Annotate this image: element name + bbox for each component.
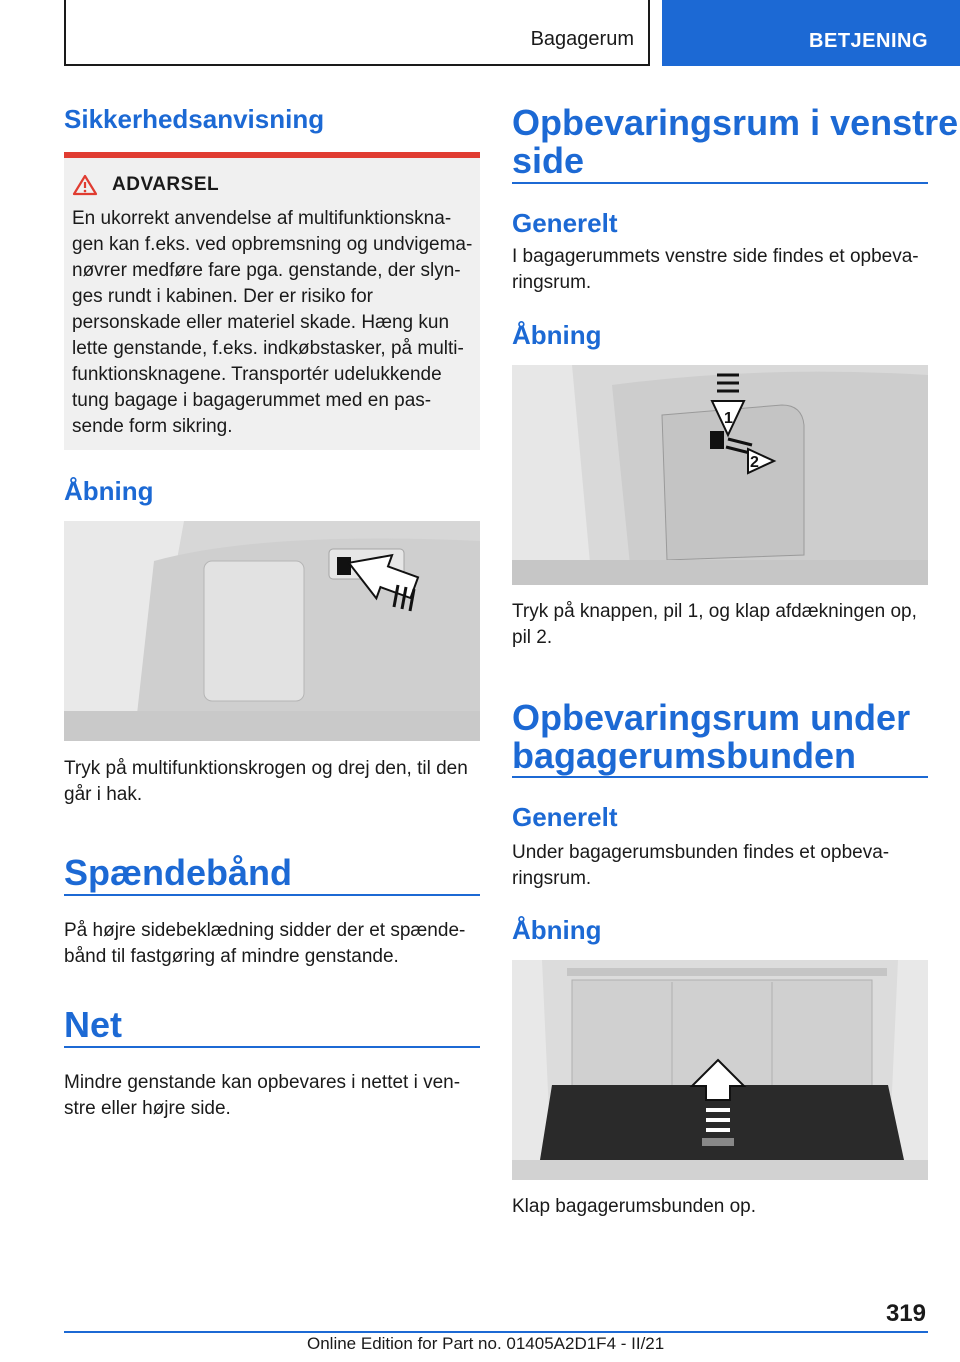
warning-header	[72, 174, 219, 196]
header-chapter-tab[interactable]	[662, 0, 960, 66]
chapter-title: BETJENING	[809, 30, 928, 52]
safety-heading: Sikkerhedsanvisning	[64, 104, 325, 134]
strap-rule	[64, 894, 480, 896]
general-text-2: Under bagagerumsbunden findes et opbeva‐ ringsrum.	[512, 842, 890, 889]
opening-heading-right-1: Åbning	[512, 320, 602, 350]
opening-heading-right-2: Åbning	[512, 915, 602, 945]
section-title: Bagagerum	[530, 28, 634, 50]
net-heading: Net	[64, 1004, 123, 1045]
strap-text: På højre sidebeklædning sidder der et spænde‐ bånd til fastgøring af mindre genstande.	[64, 920, 466, 967]
warning-text: En ukorrekt anvendelse af multifunktionskna‐ gen kan f.eks. ved opbremsning og undvigema‐ nøvrer medføre fare pga. genstande, der slyn‐ ges rundt i kabinen. Der er risiko for personskade eller materiel skade. Hæng kun lette genstande, f.eks. indkøbstasker, på multi‐ funktionsknagene. Transportér udelukkende tung bagage i bagagerummet med en pas‐ sende form sikring.	[72, 208, 473, 437]
warning-title: ADVARSEL	[112, 174, 220, 195]
under-storage-rule	[512, 776, 928, 778]
general-text-1: I bagagerummets venstre side findes et opbeva‐ ringsrum.	[512, 246, 919, 293]
strap-heading: Spændebånd	[64, 852, 293, 893]
hook-illustration	[64, 521, 480, 741]
opening-caption-right-2: Klap bagagerumsbunden op.	[512, 1196, 757, 1217]
header-section-tab	[64, 0, 650, 66]
warning-triangle-icon	[72, 174, 98, 196]
under-storage-heading: Opbevaringsrum under bagagerumsbunden	[512, 697, 911, 776]
arrow-label-2: 2	[750, 454, 759, 471]
opening-heading-left: Åbning	[64, 476, 154, 506]
footer-edition: Online Edition for Part no. 01405A2D1F4 - II/21	[307, 1334, 665, 1353]
general-heading-1: Generelt	[512, 208, 618, 238]
left-storage-rule	[512, 182, 928, 184]
footer-rule	[64, 1331, 928, 1333]
opening-caption-left: Tryk på multifunktionskrogen og drej den, til den går i hak.	[64, 758, 468, 805]
page-number: 319	[885, 1300, 926, 1327]
left-storage-illustration	[512, 365, 928, 585]
arrow-label-1: 1	[724, 410, 733, 427]
general-heading-2: Generelt	[512, 802, 618, 832]
left-storage-heading: Opbevaringsrum i venstre side	[512, 102, 959, 181]
net-rule	[64, 1046, 480, 1048]
floor-illustration	[512, 960, 928, 1180]
opening-caption-right-1: Tryk på knappen, pil 1, og klap afdækningen op, pil 2.	[512, 601, 917, 648]
net-text: Mindre genstande kan opbevares i nettet i ven‐ stre eller højre side.	[64, 1072, 461, 1119]
